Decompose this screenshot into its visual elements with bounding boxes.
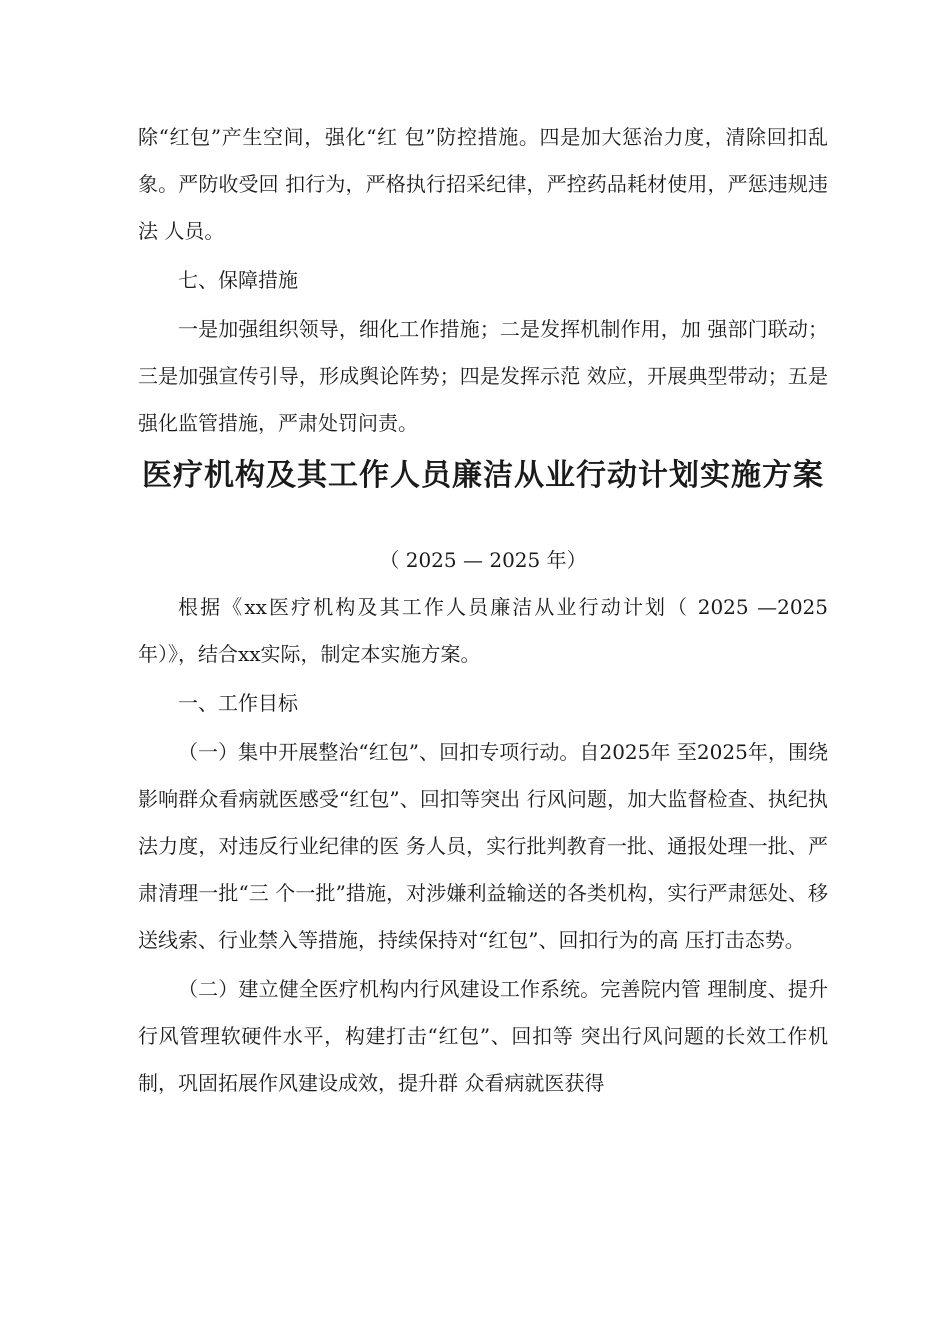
paragraph-goal-2: （二）建立健全医疗机构内行风建设工作系统。完善院内管 理制度、提升行风管理软硬件水平，构建打击“红包”、回扣等 突出行风问题的长效工作机制，巩固拓展作风建设成效，提升群 众看病就医获得 [138,977,828,1095]
document-years: （ 2025 — 2025 年） [379,548,587,572]
paragraph-safeguards: 一是加强组织领导，细化工作措施；二是发挥机制作用，加 强部门联动；三是加强宣传引导，形成舆论阵势；四是发挥示范 效应，开展典型带动；五是强化监管措施，严肃处罚问责。 [138,317,828,435]
section-heading-goals: 一、工作目标 [178,691,298,715]
paragraph-goal-1: （一）集中开展整治“红包”、回扣专项行动。自2025年 至2025年，围绕影响群众看病就医感受“红包”、回扣等突出 行风问题，加大监督检查、执纪执法力度，对违反行业纪律的医 务人员，实行批判教育一批、通报处理一批、严肃清理一批“三 个一批”措施，对涉嫌利益输送的各类机构，实行严肃惩处、移 送线索、行业禁入等措施，持续保持对“红包”、回扣行为的高 压打击态势。 [138,740,828,952]
paragraph-intro: 根据《xx医疗机构及其工作人员廉洁从业行动计划（ 2025 —2025 年）》，结合xx实际，制定本实施方案。 [138,595,828,666]
section-heading-safeguards: 七、保障措施 [178,268,298,292]
document-title: 医疗机构及其工作人员廉洁从业行动计划实施方案 [142,458,824,493]
paragraph-continued: 除“红包”产生空间，强化“红 包”防控措施。四是加大惩治力度，清除回扣乱象。严防收受回 扣行为，严格执行招采纪律，严控药品耗材使用，严惩违规违法 人员。 [138,125,828,243]
document-page [138,114,828,1107]
